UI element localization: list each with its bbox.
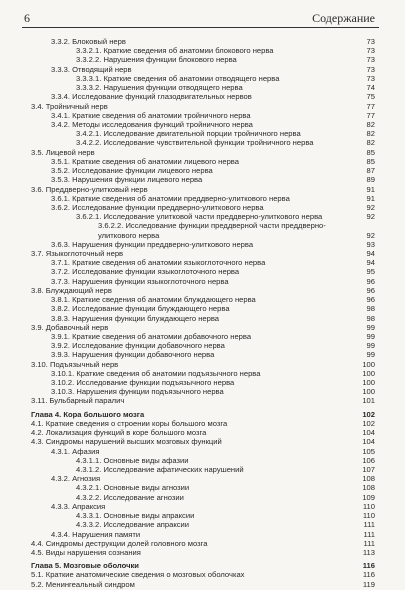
toc-entry-page: 85	[366, 156, 375, 166]
toc-entry-page: 102	[362, 418, 375, 428]
toc-entry-page: 99	[366, 322, 375, 332]
toc-entry-title: 4.3.2.1. Основные виды агнозии	[76, 483, 190, 493]
toc-entry-title: 3.3.3. Отводящий нерв	[51, 64, 132, 74]
toc-entry	[0, 267, 405, 276]
toc-entry-page: 102	[362, 409, 375, 419]
toc-entry-title: 5.1. Краткие анатомические сведения о мозговых оболочках	[31, 570, 245, 580]
toc-entry	[0, 55, 405, 64]
toc-chapter-entry	[0, 410, 405, 419]
toc-entry-page: 108	[362, 474, 375, 484]
toc-entry	[0, 74, 405, 83]
toc-entry	[0, 258, 405, 267]
toc-entry-title: 3.7. Языкоглоточный нерв	[31, 248, 124, 258]
toc-entry-title: 4.3.3.2. Исследование апраксии	[76, 520, 190, 530]
toc-entry-title: 3.8.2. Исследование функции блуждающего нерва	[51, 304, 230, 314]
toc-entry-page: 74	[366, 83, 375, 93]
toc-entry	[0, 185, 405, 194]
toc-entry-title: 4.4. Синдромы деструкции долей головного мозга	[31, 538, 208, 548]
toc-entry-page: 111	[363, 529, 375, 539]
toc-entry-title: 3.3.2.1. Краткие сведения об анатомии блокового нерва	[76, 46, 274, 56]
toc-entry	[0, 474, 405, 483]
toc-entry-title: 3.7.1. Краткие сведения об анатомии языкоглоточного нерва	[51, 258, 266, 268]
toc-entry	[0, 456, 405, 465]
toc-entry	[0, 83, 405, 92]
toc-entry-title: 4.3.2. Агнозия	[51, 474, 101, 484]
toc-entry-page: 96	[366, 285, 375, 295]
toc-entry-title: 4.3.1.2. Исследование афатических нарушений	[76, 465, 244, 475]
toc-entry-title: 3.3.3.1. Краткие сведения об анатомии отводящего нерва	[76, 73, 280, 83]
toc-entry-page: 73	[366, 37, 375, 46]
toc-entry-title: 3.7.3. Нарушения функции языкоглоточного нерва	[51, 276, 229, 286]
toc-entry-page: 109	[362, 492, 375, 502]
toc-entry	[0, 350, 405, 359]
toc-entry-page: 119	[362, 579, 375, 589]
toc-entry	[0, 295, 405, 304]
toc-entry	[0, 323, 405, 332]
toc-entry	[0, 102, 405, 111]
toc-entry	[0, 341, 405, 350]
toc-entry	[0, 148, 405, 157]
toc-entry	[0, 378, 405, 387]
toc-entry	[0, 548, 405, 557]
toc-entry-title: Глава 4. Кора большого мозга	[31, 409, 145, 419]
toc-entry-title: 3.5.2. Исследование функции лицевого нерва	[51, 166, 213, 176]
toc-entry	[0, 203, 405, 212]
toc-entry	[0, 502, 405, 511]
toc-entry	[0, 166, 405, 175]
toc-entry-title: 3.3.2. Блоковый нерв	[51, 37, 126, 46]
toc-entry-title: 4.3.3. Апраксия	[51, 501, 106, 511]
toc-entry-page: 107	[362, 465, 375, 475]
toc-entry	[0, 428, 405, 437]
toc-entry	[0, 221, 405, 239]
toc-entry-page: 73	[366, 64, 375, 74]
toc-entry	[0, 65, 405, 74]
toc-entry	[0, 286, 405, 295]
toc-entry	[0, 465, 405, 474]
toc-entry-page: 98	[366, 304, 375, 314]
toc-entry-title: 3.9. Добавочный нерв	[31, 322, 109, 332]
toc-entry-title: 4.2. Локализация функций в коре большого мозга	[31, 428, 207, 438]
toc-entry	[0, 37, 405, 46]
toc-entry-title: 5.2. Менингеальный синдром	[31, 579, 135, 589]
toc-entry-page: 110	[362, 501, 375, 511]
toc-entry	[0, 46, 405, 55]
toc-entry-title: 3.5. Лицевой нерв	[31, 147, 95, 157]
toc-entry	[0, 314, 405, 323]
toc-entry	[0, 387, 405, 396]
toc-entry	[0, 483, 405, 492]
toc-entry-page: 101	[362, 396, 375, 406]
toc-entry-title: 4.3.1. Афазия	[51, 446, 100, 456]
toc-entry-page: 105	[362, 446, 375, 456]
toc-entry	[0, 419, 405, 428]
toc-entry-page: 111	[363, 520, 375, 530]
toc-entry-title: 4.3.1.1. Основные виды афазии	[76, 455, 189, 465]
toc-entry	[0, 447, 405, 456]
toc-entry-title: 3.3.2.2. Нарушения функции блокового нерва	[76, 55, 237, 65]
toc-entry-page: 113	[362, 547, 375, 557]
toc-entry	[0, 396, 405, 405]
toc-entry-title: 4.3.2.2. Исследование агнозии	[76, 492, 184, 502]
toc-entry	[0, 212, 405, 221]
toc-entry-page: 94	[366, 248, 375, 258]
toc-entry	[0, 194, 405, 203]
toc-entry-title: 4.3. Синдромы нарушений высших мозговых функций	[31, 437, 222, 447]
toc-entry-page: 73	[366, 46, 375, 56]
toc-entry-page: 77	[366, 101, 375, 111]
toc-entry-page: 82	[366, 129, 375, 139]
toc-entry-page: 95	[366, 267, 375, 277]
toc-entry-page: 100	[362, 387, 375, 397]
toc-entry-page: 104	[362, 437, 375, 447]
toc-entry-title: 3.10.1. Краткие сведения об анатомии подъязычного нерва	[51, 368, 261, 378]
toc-entry	[0, 530, 405, 539]
toc-entry-title: 3.3.3.2. Нарушения функции отводящего нерва	[76, 83, 243, 93]
toc-entry	[0, 92, 405, 101]
toc-entry	[0, 120, 405, 129]
toc-chapter-entry	[0, 561, 405, 570]
toc-entry-page: 96	[366, 295, 375, 305]
toc-entry	[0, 570, 405, 579]
toc-entry	[0, 539, 405, 548]
toc-entry	[0, 277, 405, 286]
toc-entry-page: 85	[366, 147, 375, 157]
toc-entry-title: 3.5.3. Нарушения функции лицевого нерва	[51, 175, 203, 185]
toc-entry-title: 3.10. Подъязычный нерв	[31, 359, 119, 369]
toc-entry-page: 75	[366, 92, 375, 102]
toc-entry-title: 3.8.3. Нарушения функции блуждающего нерва	[51, 313, 220, 323]
toc-entry-page: 110	[362, 511, 375, 521]
toc-entry-page: 104	[362, 428, 375, 438]
toc-entry	[0, 129, 405, 138]
toc-entry-title: 3.6.2. Исследование функции преддверно-улиткового нерва	[51, 202, 264, 212]
header-rule	[22, 27, 379, 28]
toc-entry-page: 116	[362, 561, 375, 571]
page-header	[0, 0, 405, 30]
toc-entry-title: 4.5. Виды нарушения сознания	[31, 547, 141, 557]
toc-entry	[0, 493, 405, 502]
toc-entry-title: 3.9.3. Нарушения функции добавочного нерва	[51, 350, 215, 360]
toc-entry-title: 3.9.2. Исследование функции добавочного нерва	[51, 341, 225, 351]
toc-entry-title: 3.8. Блуждающий нерв	[31, 285, 112, 295]
toc-entry-title: 3.7.2. Исследование функции языкоглоточного нерва	[51, 267, 240, 277]
toc-entry-page: 99	[366, 331, 375, 341]
toc-entry	[0, 138, 405, 147]
toc-entry-title: 3.4.2.1. Исследование двигательной порции тройничного нерва	[76, 129, 301, 139]
toc-entry	[0, 157, 405, 166]
toc-entry-title: 3.6.3. Нарушения функции преддверно-улиткового нерва	[51, 239, 254, 249]
toc-entry	[0, 360, 405, 369]
toc-entry-page: 73	[366, 55, 375, 65]
toc-entry-title: 4.3.3.1. Основные виды апраксии	[76, 511, 195, 521]
toc-entry	[0, 249, 405, 258]
page-number: 6	[24, 11, 30, 25]
table-of-contents	[0, 37, 405, 589]
toc-entry-title: 3.10.3. Нарушения функции подъязычного нерва	[51, 387, 224, 397]
toc-entry	[0, 111, 405, 120]
toc-entry-page: 100	[362, 378, 375, 388]
toc-entry-title: 3.6.1. Краткие сведения об анатомии преддверно-улиткового нерва	[51, 193, 290, 203]
toc-entry-title: 3.4.1. Краткие сведения об анатомии тройничного нерва	[51, 110, 251, 120]
toc-entry-page: 111	[363, 538, 375, 548]
toc-entry-page: 92	[366, 230, 375, 240]
toc-entry-page: 100	[362, 368, 375, 378]
toc-entry-page: 94	[366, 258, 375, 268]
toc-entry	[0, 175, 405, 184]
toc-entry	[0, 580, 405, 589]
toc-entry	[0, 437, 405, 446]
toc-entry-page: 73	[366, 73, 375, 83]
running-title: Содержание	[312, 11, 375, 25]
toc-entry-title: 3.4.2. Методы исследования функций тройничного нерва	[51, 119, 253, 129]
toc-entry-title: Глава 5. Мозговые оболочки	[31, 561, 139, 571]
toc-entry-title: 3.6.2.2. Исследование функции преддверной части преддверно-улиткового нерва	[98, 221, 326, 240]
toc-entry-title: 3.3.4. Исследование функций глазодвигательных нервов	[51, 92, 252, 102]
toc-entry-title: 4.3.4. Нарушения памяти	[51, 529, 141, 539]
toc-entry-page: 99	[366, 341, 375, 351]
toc-entry-page: 106	[362, 455, 375, 465]
toc-entry-page: 91	[366, 184, 375, 194]
toc-entry-title: 3.6. Преддверно-улитковый нерв	[31, 184, 148, 194]
toc-entry-title: 3.6.2.1. Исследование улитковой части преддверно-улиткового нерва	[76, 212, 323, 222]
toc-entry-page: 77	[366, 110, 375, 120]
toc-entry	[0, 520, 405, 529]
toc-entry-page: 99	[366, 350, 375, 360]
toc-entry	[0, 511, 405, 520]
toc-entry-page: 87	[366, 166, 375, 176]
toc-entry-title: 3.4.2.2. Исследование чувствительной функции тройничного нерва	[76, 138, 314, 148]
toc-entry-page: 108	[362, 483, 375, 493]
toc-entry-page: 100	[362, 359, 375, 369]
toc-entry-page: 89	[366, 175, 375, 185]
toc-entry	[0, 369, 405, 378]
toc-entry-page: 116	[362, 570, 375, 580]
toc-entry-title: 3.5.1. Краткие сведения об анатомии лицевого нерва	[51, 156, 239, 166]
toc-entry-page: 82	[366, 138, 375, 148]
toc-entry-title: 3.9.1. Краткие сведения об анатомии добавочного нерва	[51, 331, 252, 341]
toc-entry	[0, 332, 405, 341]
toc-entry-title: 3.4. Тройничный нерв	[31, 101, 108, 111]
toc-entry-title: 3.10.2. Исследование функции подъязычного нерва	[51, 378, 235, 388]
toc-entry-page: 98	[366, 313, 375, 323]
toc-entry-title: 3.8.1. Краткие сведения об анатомии блуждающего нерва	[51, 295, 256, 305]
toc-entry-title: 4.1. Краткие сведения о строении коры большого мозга	[31, 418, 228, 428]
toc-entry-page: 82	[366, 119, 375, 129]
toc-entry-page: 92	[366, 212, 375, 222]
toc-entry	[0, 304, 405, 313]
toc-entry-page: 92	[366, 202, 375, 212]
toc-entry-title: 3.11. Бульбарный паралич	[31, 396, 125, 406]
toc-entry-page: 91	[366, 193, 375, 203]
toc-entry-page: 93	[366, 239, 375, 249]
toc-entry	[0, 240, 405, 249]
toc-entry-page: 96	[366, 276, 375, 286]
